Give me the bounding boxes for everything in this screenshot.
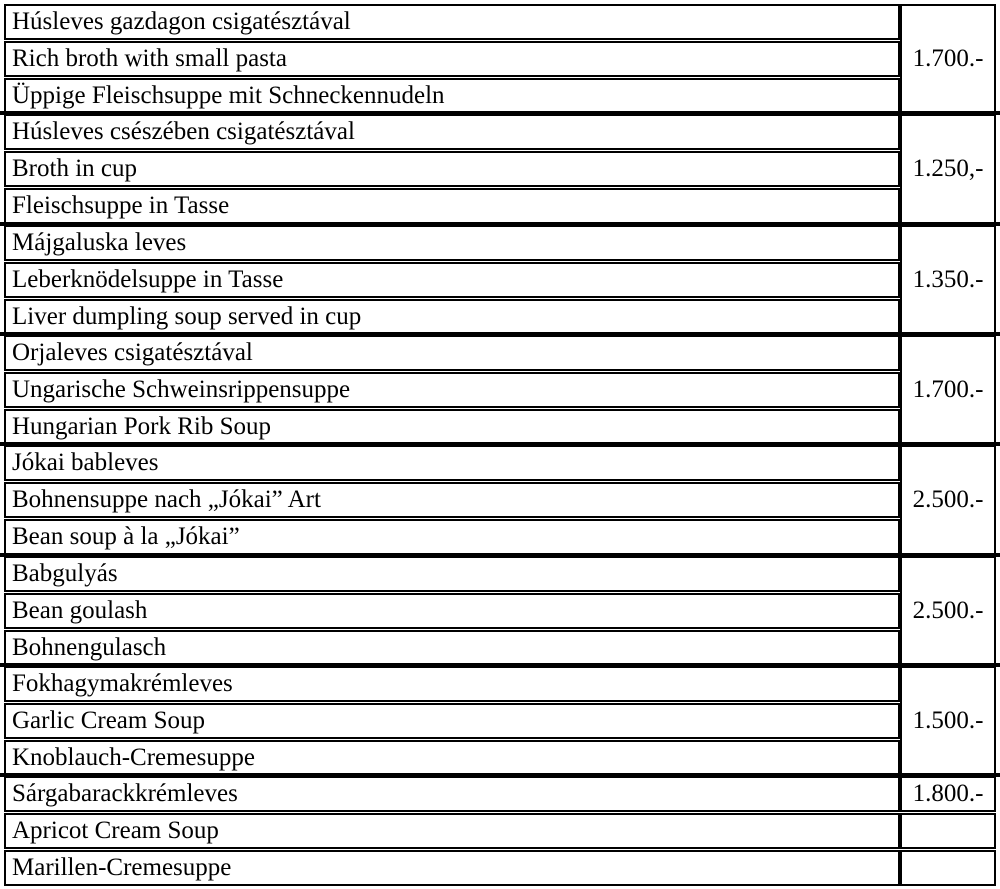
menu-item-price: 1.700.- xyxy=(912,45,984,72)
menu-item-name-row xyxy=(4,409,900,445)
menu-item-name: Húsleves gazdagon csigatésztával xyxy=(12,8,351,35)
menu-item-name: Garlic Cream Soup xyxy=(12,707,206,734)
menu-item-name: Bean soup à la „Jókai” xyxy=(12,523,240,550)
group-divider xyxy=(0,111,1000,115)
menu-item-name-row xyxy=(4,335,900,371)
group-divider xyxy=(0,553,1000,557)
menu-item-name-row xyxy=(4,850,900,886)
menu-item-name: Liver dumpling soup served in cup xyxy=(12,303,362,330)
menu-item-name-row xyxy=(4,78,900,114)
menu-item-group xyxy=(0,114,1000,225)
menu-item-name-row xyxy=(4,630,900,666)
menu-item-price: 1.800.- xyxy=(912,780,984,807)
group-divider xyxy=(0,222,1000,226)
menu-item-name: Rich broth with small pasta xyxy=(12,45,287,72)
menu-item-name-row xyxy=(4,262,900,298)
menu-item-name: Apricot Cream Soup xyxy=(12,817,219,844)
menu-item-name-row xyxy=(4,41,900,77)
menu-item-name-row xyxy=(4,299,900,335)
menu-item-name: Fokhagymakrémleves xyxy=(12,670,233,697)
menu-item-group xyxy=(0,556,1000,667)
menu-item-name-row xyxy=(4,188,900,224)
menu-item-name-row xyxy=(4,445,900,481)
group-divider xyxy=(0,332,1000,336)
menu-item-name-row xyxy=(4,114,900,150)
menu-item-price-cell xyxy=(900,225,996,335)
menu-item-name: Hungarian Pork Rib Soup xyxy=(12,413,272,440)
menu-item-name-row xyxy=(4,372,900,408)
menu-item-name-row xyxy=(4,593,900,629)
menu-item-name-row xyxy=(4,4,900,40)
empty-price-cell xyxy=(900,813,996,849)
menu-item-name: Fleischsuppe in Tasse xyxy=(12,192,230,219)
menu-item-name-row xyxy=(4,813,900,849)
menu-item-name: Ungarische Schweinsrippensuppe xyxy=(12,376,351,403)
menu-item-price: 2.500.- xyxy=(912,597,984,624)
menu-item-name: Májgaluska leves xyxy=(12,229,187,256)
menu-item-name-row xyxy=(4,776,900,812)
menu-item-price-cell xyxy=(900,666,996,776)
menu-item-price-cell xyxy=(900,335,996,445)
menu-item-price: 1.350.- xyxy=(912,266,984,293)
menu-item-name-row xyxy=(4,556,900,592)
menu-item-name: Bohnensuppe nach „Jókai” Art xyxy=(12,486,321,513)
menu-item-price-cell xyxy=(900,114,996,224)
menu-item-group xyxy=(0,776,1000,887)
menu-item-group xyxy=(0,666,1000,777)
menu-item-name-row xyxy=(4,703,900,739)
menu-item-price-cell xyxy=(900,556,996,666)
menu-item-name-row xyxy=(4,519,900,555)
menu-item-price: 1.700.- xyxy=(912,376,984,403)
menu-item-name: Sárgabarackkrémleves xyxy=(12,780,238,807)
menu-item-name: Bohnengulasch xyxy=(12,634,167,661)
menu-item-name: Jókai bableves xyxy=(12,449,159,476)
menu-item-name-row xyxy=(4,225,900,261)
menu-item-name: Bean goulash xyxy=(12,597,148,624)
group-divider xyxy=(0,663,1000,667)
menu-item-group xyxy=(0,4,1000,115)
group-divider xyxy=(0,442,1000,446)
menu-item-name: Knoblauch-Cremesuppe xyxy=(12,744,255,771)
menu-item-group xyxy=(0,335,1000,446)
menu-item-price-cell xyxy=(900,776,996,812)
menu-item-price: 1.250,- xyxy=(912,155,984,182)
menu-item-group xyxy=(0,225,1000,336)
menu-item-price: 2.500.- xyxy=(912,486,984,513)
menu-item-name-row xyxy=(4,151,900,187)
menu-item-name: Orjaleves csigatésztával xyxy=(12,339,253,366)
menu-item-price: 1.500.- xyxy=(912,707,984,734)
empty-price-cell xyxy=(900,850,996,886)
menu-item-name-row xyxy=(4,740,900,776)
menu-item-name-row xyxy=(4,482,900,518)
menu-item-name: Üppige Fleischsuppe mit Schneckennudeln xyxy=(12,82,445,109)
menu-item-name: Broth in cup xyxy=(12,155,137,182)
menu-item-name: Leberknödelsuppe in Tasse xyxy=(12,266,284,293)
menu-item-name: Húsleves csészében csigatésztával xyxy=(12,118,355,145)
menu-item-name: Babgulyás xyxy=(12,560,118,587)
menu-item-group xyxy=(0,445,1000,556)
menu-item-price-cell xyxy=(900,445,996,555)
group-divider xyxy=(0,773,1000,777)
menu-item-name-row xyxy=(4,666,900,702)
menu-item-name: Marillen-Cremesuppe xyxy=(12,854,232,881)
menu-item-price-cell xyxy=(900,4,996,114)
